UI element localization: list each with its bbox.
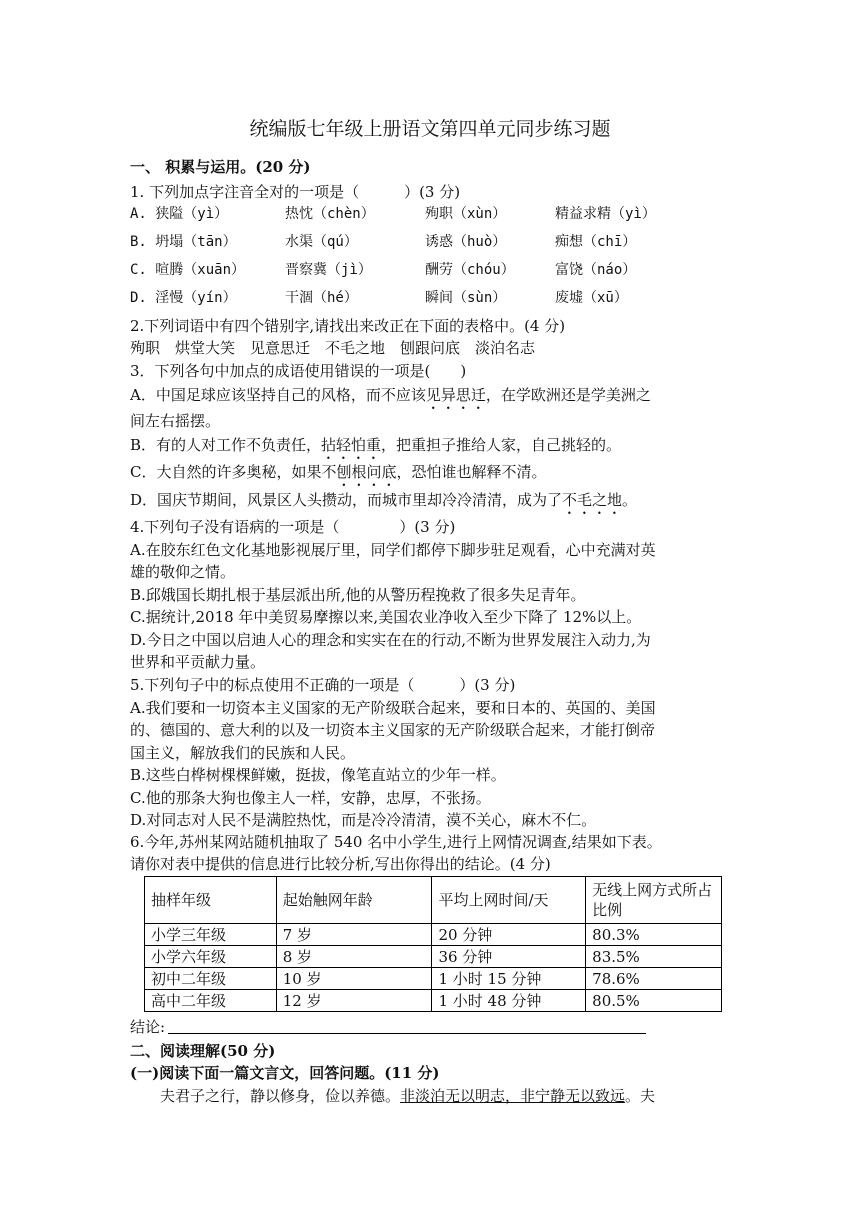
- q4-option-d-cont: 世界和平贡献力量。: [130, 653, 266, 671]
- q3-text: A．中国足球应该坚持自己的风格，而不应该: [130, 386, 426, 404]
- conclusion-answer-line[interactable]: [168, 1033, 646, 1034]
- q5-option-d: D.对同志对人民不是满腔热忱，而是冷冷清清，漠不关心，麻木不仁。: [130, 811, 597, 829]
- question-6-stem: 6.今年,苏州某网站随机抽取了 540 名中小学生,进行上网情况调查,结果如下表。: [130, 833, 662, 851]
- table-cell: 83.5%: [586, 946, 722, 968]
- question-3-stem: 3．下列各句中加点的成语使用错误的一项是( ): [130, 362, 467, 380]
- q3-text: D．国庆节期间，风景区人头攒动，而城市里却冷冷清清，成为了: [130, 491, 563, 509]
- table-row: [145, 946, 722, 968]
- q1-cell: D. 淫慢（yín）: [130, 290, 237, 306]
- table-cell: 10 岁: [276, 968, 432, 990]
- q1-cell: 精益求精（yì）: [555, 206, 656, 222]
- passage-text: 。夫: [625, 1087, 656, 1105]
- passage-text: 夫君子之行，静以修身，俭以养德。: [130, 1087, 401, 1105]
- q1-option-row-c: [130, 259, 690, 281]
- q3-idiom-c: 刨根问底: [336, 463, 397, 481]
- table-cell: 小学六年级: [145, 946, 277, 968]
- table-cell: 1 小时 15 分钟: [432, 968, 586, 990]
- q3-option-b: [130, 434, 621, 463]
- table-cell: 12 岁: [276, 990, 432, 1012]
- column-header: 起始触网年龄: [276, 877, 432, 924]
- question-1-stem: 1. 下列加点字注音全对的一项是（ ）(3 分): [130, 183, 461, 201]
- passage-underlined: 非淡泊无以明志，非宁静无以致远: [400, 1087, 626, 1105]
- question-4-stem: 4.下列句子没有语病的一项是（ ）(3 分): [130, 518, 456, 536]
- table-cell: 78.6%: [586, 968, 722, 990]
- table-row: [145, 968, 722, 990]
- q3-text: ，在学欧洲还是学美洲之: [485, 386, 651, 404]
- q4-option-d: D.今日之中国以启迪人心的理念和实实在在的行动,不断为世界发展注入动力,为: [130, 631, 651, 649]
- q3-idiom-d: 不毛之地: [562, 491, 623, 509]
- reading-part-1-heading: (一)阅读下面一篇文言文，回答问题。(11 分): [130, 1064, 440, 1082]
- table-cell: 7 岁: [276, 924, 432, 946]
- table-row: [145, 990, 722, 1012]
- q3-text: B．有的人对工作不负责任，: [130, 436, 322, 454]
- q3-text: C．大自然的许多奥秘，如果不: [130, 463, 337, 481]
- q1-cell: 废墟（xū）: [555, 290, 628, 306]
- q1-cell: 瞬间（sùn）: [425, 290, 507, 306]
- q1-cell: A. 狭隘（yì）: [130, 206, 229, 222]
- q3-text: 。: [622, 491, 638, 509]
- table-row: [145, 924, 722, 946]
- q3-option-a-cont: 间左右摇摆。: [130, 412, 221, 430]
- q5-option-a-cont: 国主义，解放我们的民族和人民。: [130, 744, 356, 762]
- table-cell: 80.5%: [586, 990, 722, 1012]
- question-6-stem-cont: 请你对表中提供的信息进行比较分析,写出你得出的结论。(4 分): [130, 855, 551, 873]
- table-cell: 高中二年级: [145, 990, 277, 1012]
- q1-cell: 酬劳（chóu）: [425, 262, 515, 278]
- q3-option-a: [130, 384, 651, 413]
- q3-idiom-a: 见异思迁: [425, 386, 486, 404]
- table-cell: 80.3%: [586, 924, 722, 946]
- table-cell: 初中二年级: [145, 968, 277, 990]
- q5-option-a-cont: 的、德国的、意大利的以及一切资本主义国家的无产阶级联合起来，才能打倒帝: [130, 721, 656, 739]
- q1-cell: 殉职（xùn）: [425, 206, 507, 222]
- q4-option-c: C.据统计,2018 年中美贸易摩擦以来,美国农业净收入至少下降了 12%以上。: [130, 608, 642, 626]
- q4-option-b: B.邱娥国长期扎根于基层派出所,他的从警历程挽救了很多失足青年。: [130, 586, 586, 604]
- question-2-words: 殉职 烘堂大笑 见意思迁 不毛之地 刨跟问底 淡泊名志: [130, 339, 536, 357]
- q1-option-row-a: [130, 203, 690, 225]
- q3-option-d: [130, 489, 637, 518]
- q5-option-b: B.这些白桦树棵棵鲜嫩，挺拔，像笔直站立的少年一样。: [130, 766, 506, 784]
- q1-cell: 干涸（hé）: [285, 290, 358, 306]
- q5-option-a: A.我们要和一切资本主义国家的无产阶级联合起来，要和日本的、英国的、美国: [130, 699, 656, 717]
- section-heading-2: 二、阅读理解(50 分): [130, 1042, 276, 1060]
- q1-cell: 痴想（chī）: [555, 234, 637, 250]
- column-header: 无线上网方式所占比例: [586, 877, 722, 924]
- q4-option-a-cont: 雄的敬仰之情。: [130, 563, 236, 581]
- q1-cell: 水渠（qú）: [285, 234, 358, 250]
- q3-text: ，把重担子推给人家，自己挑轻的。: [381, 436, 622, 454]
- q1-cell: 富饶（náo）: [555, 262, 637, 278]
- q1-cell: 诱惑（huò）: [425, 234, 507, 250]
- q1-cell: B. 坍塌（tān）: [130, 234, 237, 250]
- q4-option-a: A.在胶东红色文化基地影视展厅里，同学们都停下脚步驻足观看，心中充满对英: [130, 541, 656, 559]
- q1-option-row-b: [130, 231, 690, 253]
- q1-cell: 热忱（chèn）: [285, 206, 375, 222]
- table-cell: 20 分钟: [432, 924, 586, 946]
- classical-passage: [130, 1085, 655, 1107]
- column-header: 平均上网时间/天: [432, 877, 586, 924]
- table-cell: 8 岁: [276, 946, 432, 968]
- q1-cell: C. 喧腾（xuān）: [130, 262, 246, 278]
- page-title: 统编版七年级上册语文第四单元同步练习题: [249, 118, 611, 140]
- survey-table: [144, 876, 722, 1012]
- table-cell: 小学三年级: [145, 924, 277, 946]
- q1-cell: 晋察冀（jì）: [285, 262, 372, 278]
- table-cell: 36 分钟: [432, 946, 586, 968]
- conclusion-label: 结论:: [130, 1018, 166, 1036]
- q3-idiom-b: 拈轻怕重: [321, 436, 382, 454]
- question-2-stem: 2.下列词语中有四个错别字,请找出来改正在下面的表格中。(4 分): [130, 317, 566, 335]
- q3-text: ，恐怕谁也解释不清。: [396, 463, 547, 481]
- q3-option-c: [130, 461, 547, 490]
- column-header: 抽样年级: [145, 877, 277, 924]
- table-cell: 1 小时 48 分钟: [432, 990, 586, 1012]
- q1-option-row-d: [130, 287, 690, 309]
- q5-option-c: C.他的那条大狗也像主人一样，安静，忠厚，不张扬。: [130, 789, 491, 807]
- table-header-row: [145, 877, 722, 924]
- section-heading-1: 一、 积累与运用。(20 分): [130, 158, 311, 176]
- question-5-stem: 5.下列句子中的标点使用不正确的一项是（ ）(3 分): [130, 676, 516, 694]
